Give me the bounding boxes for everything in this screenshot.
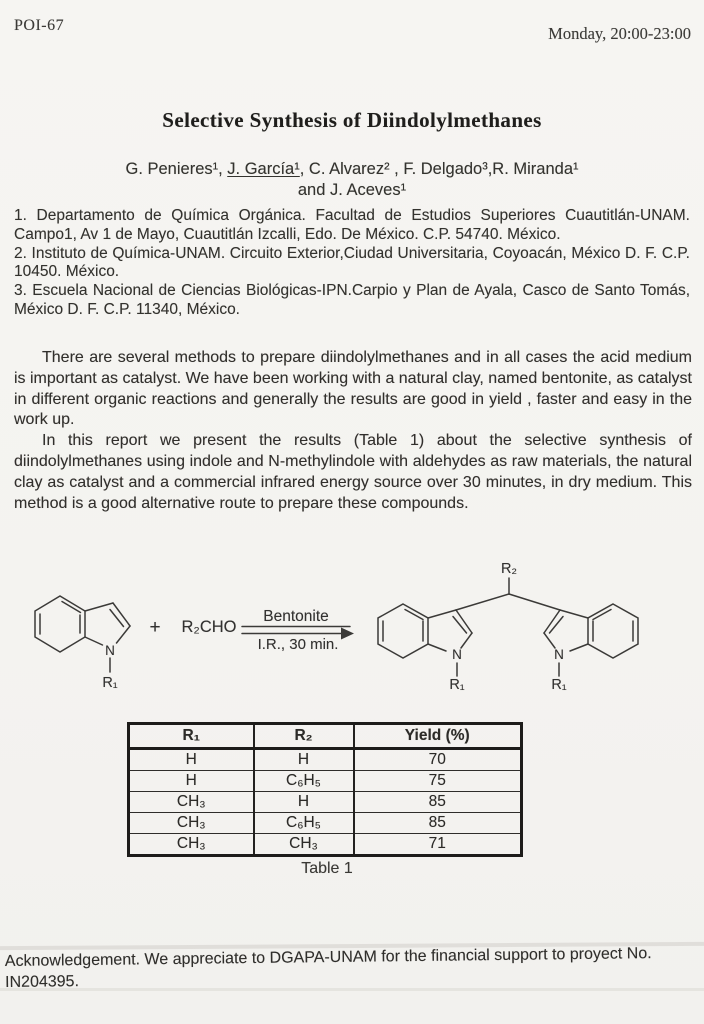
arrow-bottom-label: I.R., 30 min. [257,636,339,653]
poster-code: POI-67 [14,17,65,34]
product-structure [378,578,638,676]
r1-label: R₁ [102,675,118,691]
table-cell: C₆H₅ [254,813,354,834]
authors-line1 [0,159,704,180]
table-cell: CH₃ [129,792,254,813]
reaction-scheme [10,556,694,706]
aldehyde-formula: R₂CHO [181,618,237,636]
r1-label: R₁ [551,677,567,693]
table-row [129,792,522,813]
abstract-text [14,348,692,514]
table-cell: 85 [354,813,522,834]
table-row [129,813,522,834]
table-cell: 75 [354,771,522,792]
table-row [129,834,522,856]
table-row [129,771,522,792]
abstract-paragraph-2: In this report we present the results (Table 1) about the selective synthesis of diindolylmethanes using indole and N-methylindole with aldehydes as raw materials, the natural clay as catalyst and a commercial infrared energy source over 30 minutes, in dry medium. This method is a good alternative route to prepare these compounds. [14,432,692,512]
author-text: , C. Alvarez² , F. Delgado³,R. Miranda¹ [299,160,579,178]
results-table [127,722,523,857]
page-title: Selective Synthesis of Diindolylmethanes [162,108,542,132]
authors [0,159,704,202]
underlined-author: J. García¹ [227,160,300,178]
affiliation-1: 1. Departamento de Química Orgánica. Facultad de Estudios Superiores Cuautitlán-UNAM. Campo1, Av 1 de Mayo, Cuautitlán Izcalli, Edo. De México. C.P. 54740. México. [14,207,690,243]
acknowledgement: Acknowledgement. We appreciate to DGAPA-UNAM for the financial support to proyect No. IN204395. [4,945,652,992]
header-cell-r1: R₁ [129,724,254,749]
r2-label: R₂ [500,561,518,577]
n-atom-label: N [554,647,564,662]
affiliation-3: 3. Escuela Nacional de Ciencias Biológicas-IPN.Carpio y Plan de Ayala, Casco de Santo Tomás, México D. F. C.P. 11340, México. [14,282,690,318]
affiliation-2: 2. Instituto de Química-UNAM. Circuito Exterior,Ciudad Universitaria, Coyoacán, México D. F. C.P. 10450. México. [14,244,690,281]
n-atom-label: N [105,643,115,658]
table-header-row [129,724,522,749]
table-cell: 70 [354,749,522,771]
table-cell: CH₃ [254,834,354,856]
indole-reactant-structure [35,596,130,672]
table-cell: H [129,749,254,771]
session-schedule: Monday, 20:00-23:00 [548,24,691,43]
n-atom-label: N [452,647,462,662]
authors-line2: and J. Aceves¹ [297,181,407,200]
arrow-top-label: Bentonite [263,608,329,625]
table-cell: CH₃ [129,813,254,834]
table-cell: H [254,792,354,813]
table-cell: 71 [354,834,522,856]
table-cell: C₆H₅ [254,771,354,792]
table-cell: 85 [354,792,522,813]
table-cell: H [129,771,254,792]
affiliations [14,207,690,320]
header-cell-yield: Yield (%) [354,724,522,749]
table-caption: Table 1 [301,860,353,877]
r1-label: R₁ [449,677,465,693]
table-row [129,749,522,771]
plus-sign: + [149,617,161,638]
abstract-paragraph-1: There are several methods to prepare diindolylmethanes and in all cases the acid medium is important as catalyst. We have been working with a natural clay, named bentonite, as catalyst in different organic reactions and generally the results are good in yield , faster and easy in the work up. [14,349,692,429]
table-cell: CH₃ [129,834,254,856]
author-text: G. Penieres¹, [125,160,228,178]
table-cell: H [254,749,354,771]
header-cell-r2: R₂ [254,724,354,749]
